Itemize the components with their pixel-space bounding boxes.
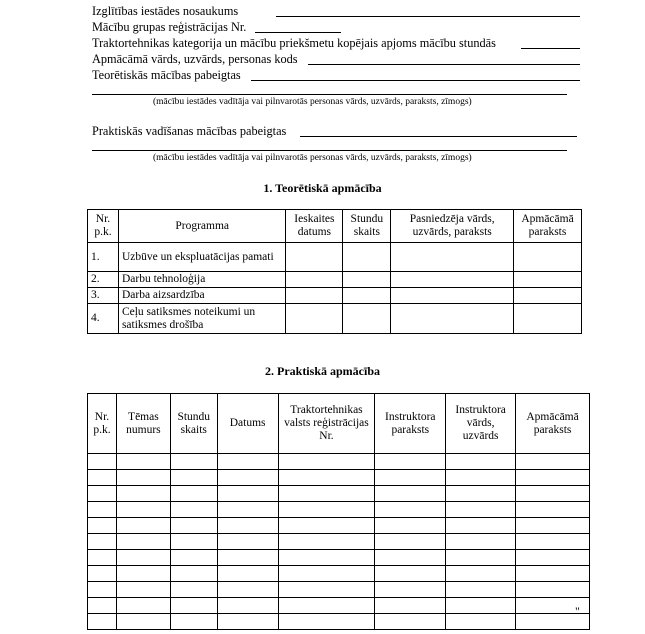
field-group-registration xyxy=(92,20,246,34)
practical-table-body xyxy=(88,454,590,630)
cell[interactable] xyxy=(391,304,514,334)
cell[interactable] xyxy=(278,582,375,598)
cell[interactable] xyxy=(375,534,446,550)
cell[interactable] xyxy=(391,272,514,288)
cell[interactable] xyxy=(116,486,170,502)
row-nr: 3. xyxy=(88,288,119,304)
field-label: Mācību grupas reģistrācijas Nr. xyxy=(92,20,247,34)
cell[interactable] xyxy=(286,243,343,272)
cell[interactable] xyxy=(217,534,278,550)
header-date: Datums xyxy=(217,394,278,454)
section-title-practical: 2. Praktiskā apmācība xyxy=(264,364,380,378)
cell[interactable] xyxy=(514,272,582,288)
row-program: Ceļu satiksmes noteikumi un satiksmes drošība xyxy=(118,304,285,334)
cell[interactable] xyxy=(375,614,446,630)
cell[interactable] xyxy=(217,502,278,518)
cell[interactable] xyxy=(446,518,516,534)
cell[interactable] xyxy=(88,518,117,534)
cell[interactable] xyxy=(514,304,582,334)
cell[interactable] xyxy=(375,486,446,502)
cell[interactable] xyxy=(88,534,117,550)
table-row xyxy=(88,486,590,502)
cell[interactable] xyxy=(286,304,343,334)
field-line-theory-completed[interactable] xyxy=(251,80,580,81)
signature-line-2[interactable] xyxy=(92,150,567,151)
header-hours: Stundu skaits xyxy=(343,210,391,243)
cell[interactable] xyxy=(391,288,514,304)
theory-table xyxy=(87,209,582,334)
cell[interactable] xyxy=(278,550,375,566)
table-row xyxy=(88,304,582,334)
cell[interactable] xyxy=(170,502,217,518)
cell[interactable] xyxy=(170,566,217,582)
table-header-row xyxy=(88,210,582,243)
cell[interactable] xyxy=(170,518,217,534)
cell[interactable] xyxy=(278,566,375,582)
cell[interactable] xyxy=(446,502,516,518)
field-trainee-name-code xyxy=(92,52,298,66)
header-trainee-signature: Apmācāmā paraksts xyxy=(514,210,582,243)
table-row xyxy=(88,598,590,614)
field-institution-name xyxy=(92,4,238,18)
header-trainee-signature: Apmācāmā paraksts xyxy=(516,394,590,454)
cell[interactable] xyxy=(217,550,278,566)
cell[interactable] xyxy=(88,486,117,502)
table-row xyxy=(88,288,582,304)
row-nr: 2. xyxy=(88,272,119,288)
cell[interactable] xyxy=(446,534,516,550)
cell[interactable] xyxy=(88,502,117,518)
cell[interactable] xyxy=(446,454,516,470)
cell[interactable] xyxy=(375,470,446,486)
cell[interactable] xyxy=(446,566,516,582)
cell[interactable] xyxy=(286,272,343,288)
signature-note-2: (mācību iestādes vadītāja vai pilnvarotās personas vārds, uzvārds, paraksts, zīmogs) xyxy=(153,153,472,163)
cell[interactable] xyxy=(116,470,170,486)
cell[interactable] xyxy=(278,470,375,486)
field-line-category-hours[interactable] xyxy=(521,48,580,49)
cell[interactable] xyxy=(516,454,590,470)
cell[interactable] xyxy=(446,582,516,598)
cell[interactable] xyxy=(116,534,170,550)
table-row xyxy=(88,272,582,288)
cell[interactable] xyxy=(88,582,117,598)
cell[interactable] xyxy=(446,470,516,486)
table-row xyxy=(88,470,590,486)
cell[interactable] xyxy=(516,534,590,550)
cell[interactable] xyxy=(278,598,375,614)
header-topic-number: Tēmas numurs xyxy=(116,394,170,454)
closing-quote: " xyxy=(575,604,580,618)
cell[interactable] xyxy=(343,288,391,304)
cell[interactable] xyxy=(446,598,516,614)
cell[interactable] xyxy=(391,243,514,272)
table-row xyxy=(88,566,590,582)
cell[interactable] xyxy=(516,550,590,566)
section-title-theory: 1. Teorētiskā apmācība xyxy=(263,181,382,195)
field-line-practical-completed[interactable] xyxy=(300,136,577,137)
cell[interactable] xyxy=(217,614,278,630)
cell[interactable] xyxy=(446,614,516,630)
header-test-date: Ieskaites datums xyxy=(286,210,343,243)
header-hours: Stundu skaits xyxy=(170,394,217,454)
field-practical-completed xyxy=(92,124,286,138)
table-row xyxy=(88,502,590,518)
cell[interactable] xyxy=(170,582,217,598)
field-label: Teorētiskās mācības pabeigtas xyxy=(92,68,241,82)
cell[interactable] xyxy=(88,550,117,566)
row-nr: 1. xyxy=(88,243,119,272)
cell[interactable] xyxy=(170,614,217,630)
cell[interactable] xyxy=(116,518,170,534)
table-row xyxy=(88,243,582,272)
field-line-institution-name[interactable] xyxy=(276,16,580,17)
cell[interactable] xyxy=(514,288,582,304)
cell[interactable] xyxy=(116,502,170,518)
cell[interactable] xyxy=(88,454,117,470)
cell[interactable] xyxy=(516,486,590,502)
cell[interactable] xyxy=(278,534,375,550)
cell[interactable] xyxy=(217,454,278,470)
cell[interactable] xyxy=(170,550,217,566)
row-nr: 4. xyxy=(88,304,119,334)
cell[interactable] xyxy=(170,470,217,486)
cell[interactable] xyxy=(516,470,590,486)
header-registration-number: Traktortehnikas valsts reģistrācijas Nr. xyxy=(278,394,375,454)
cell[interactable] xyxy=(217,566,278,582)
cell[interactable] xyxy=(217,486,278,502)
row-program: Darba aizsardzība xyxy=(118,288,285,304)
cell[interactable] xyxy=(217,582,278,598)
cell[interactable] xyxy=(170,486,217,502)
cell[interactable] xyxy=(286,288,343,304)
field-label: Izglītības iestādes nosaukums xyxy=(92,4,239,18)
field-theory-completed xyxy=(92,68,241,82)
header-teacher: Pasniedzēja vārds, uzvārds, paraksts xyxy=(391,210,514,243)
cell[interactable] xyxy=(446,486,516,502)
cell[interactable] xyxy=(88,566,117,582)
cell[interactable] xyxy=(170,598,217,614)
table-row xyxy=(88,614,590,630)
cell[interactable] xyxy=(375,454,446,470)
field-label: Apmācāmā vārds, uzvārds, personas kods xyxy=(92,52,298,66)
field-line-group-registration[interactable] xyxy=(255,32,341,33)
table-row xyxy=(88,582,590,598)
field-label: Praktiskās vadīšanas mācības pabeigtas xyxy=(92,124,287,138)
cell[interactable] xyxy=(278,502,375,518)
cell[interactable] xyxy=(375,550,446,566)
cell[interactable] xyxy=(170,454,217,470)
cell[interactable] xyxy=(116,614,170,630)
cell[interactable] xyxy=(88,598,117,614)
signature-line-1[interactable] xyxy=(92,94,567,95)
cell[interactable] xyxy=(278,518,375,534)
header-instructor-signature: Instruktora paraksts xyxy=(375,394,446,454)
cell[interactable] xyxy=(516,582,590,598)
header-instructor-name: Instruktora vārds, uzvārds xyxy=(446,394,516,454)
cell[interactable] xyxy=(217,470,278,486)
header-nr: Nr. p.k. xyxy=(88,394,117,454)
cell[interactable] xyxy=(446,550,516,566)
cell[interactable] xyxy=(278,614,375,630)
header-nr: Nr. p.k. xyxy=(88,210,119,243)
cell[interactable] xyxy=(116,454,170,470)
cell[interactable] xyxy=(343,304,391,334)
cell[interactable] xyxy=(116,598,170,614)
cell[interactable] xyxy=(375,518,446,534)
header-program: Programma xyxy=(118,210,285,243)
cell[interactable] xyxy=(516,502,590,518)
cell[interactable] xyxy=(343,272,391,288)
cell[interactable] xyxy=(170,534,217,550)
cell[interactable] xyxy=(375,502,446,518)
cell[interactable] xyxy=(217,598,278,614)
cell[interactable] xyxy=(375,566,446,582)
table-header-row xyxy=(88,394,590,454)
table-row xyxy=(88,454,590,470)
cell[interactable] xyxy=(514,243,582,272)
cell[interactable] xyxy=(88,614,117,630)
cell[interactable] xyxy=(88,470,117,486)
cell[interactable] xyxy=(278,486,375,502)
table-row xyxy=(88,518,590,534)
field-label: Traktortehnikas kategorija un mācību priekšmetu kopējais apjoms mācību stundās xyxy=(92,36,496,50)
signature-note-1: (mācību iestādes vadītāja vai pilnvarotās personas vārds, uzvārds, paraksts, zīmogs) xyxy=(153,97,472,107)
cell[interactable] xyxy=(516,518,590,534)
cell[interactable] xyxy=(278,454,375,470)
field-line-trainee-name-code[interactable] xyxy=(308,64,580,65)
cell[interactable] xyxy=(375,582,446,598)
cell[interactable] xyxy=(375,598,446,614)
row-program: Uzbūve un ekspluatācijas pamati xyxy=(118,243,285,272)
cell[interactable] xyxy=(516,566,590,582)
practical-table xyxy=(87,393,590,630)
table-row xyxy=(88,550,590,566)
field-category-hours xyxy=(92,36,496,50)
cell[interactable] xyxy=(343,243,391,272)
cell[interactable] xyxy=(116,550,170,566)
row-program: Darbu tehnoloģija xyxy=(118,272,285,288)
cell[interactable] xyxy=(116,566,170,582)
cell[interactable] xyxy=(116,582,170,598)
cell[interactable] xyxy=(217,518,278,534)
table-row xyxy=(88,534,590,550)
